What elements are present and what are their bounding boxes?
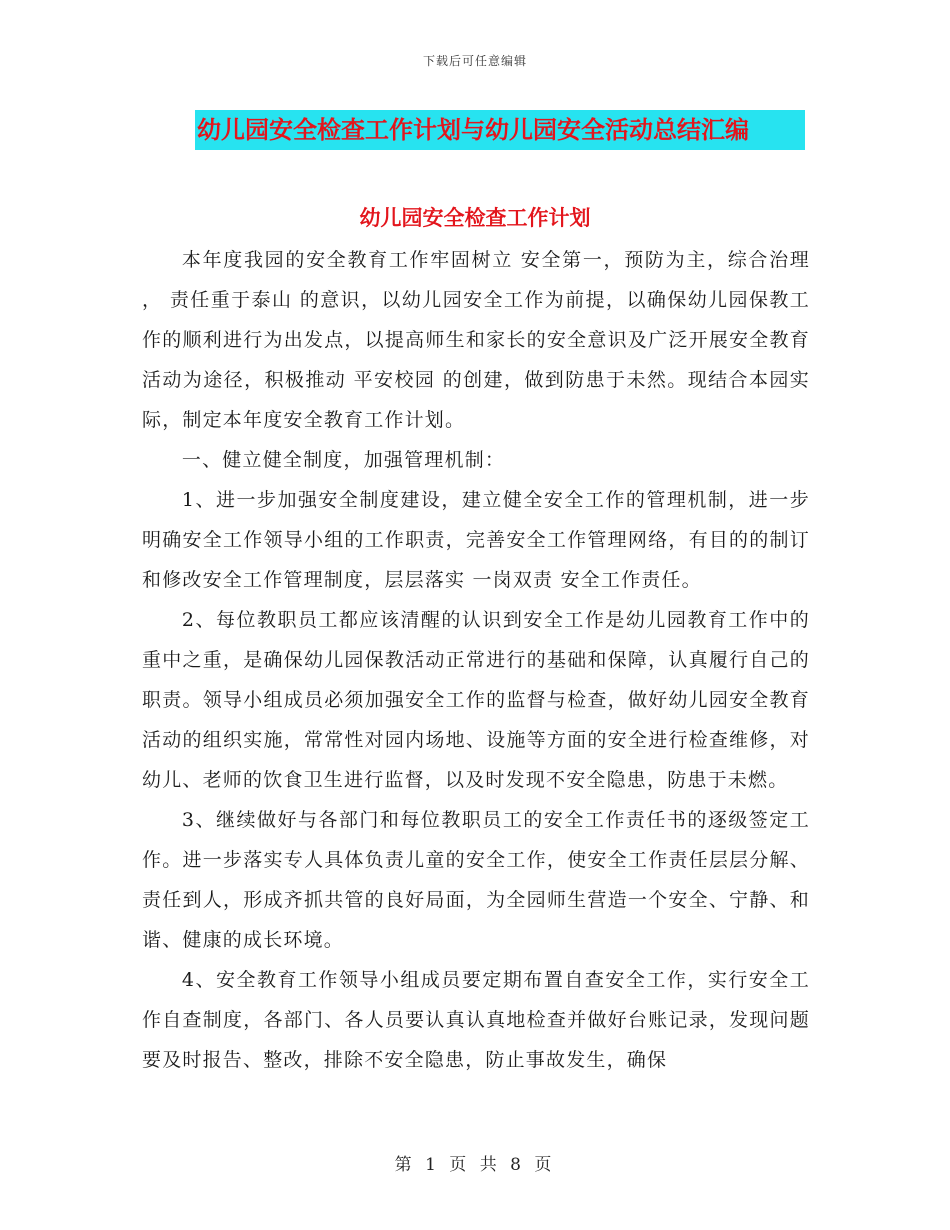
document-body	[142, 240, 810, 1080]
header-note: 下载后可任意编辑	[422, 54, 527, 68]
paragraph-intro: 本年度我园的安全教育工作牢固树立 安全第一，预防为主，综合治理 ， 责任重于泰山 的意识，以幼儿园安全工作为前提，以确保幼儿园保教工作的顺利进行为出发点，以提高师生和家长的安全意识及广泛开展安全教育活动为途径，积极推动 平安校园 的创建，做到防患于未然。现结合本园实际，制定本年度安全教育工作计划。	[142, 249, 810, 431]
section-title: 幼儿园安全检查工作计划	[359, 205, 591, 230]
page-number: 第 1 页 共 8 页	[394, 1155, 556, 1175]
paragraph-item-2: 2、每位教职员工都应该清醒的认识到安全工作是幼儿园教育工作中的重中之重，是确保幼儿园保教活动正常进行的基础和保障，认真履行自己的职责。领导小组成员必须加强安全工作的监督与检查，做好幼儿园安全教育活动的组织实施，常常性对园内场地、设施等方面的安全进行检查维修，对幼儿、老师的饮食卫生进行监督，以及时发现不安全隐患，防患于未燃。	[142, 609, 810, 791]
paragraph-heading-1: 一、健立健全制度，加强管理机制：	[181, 449, 506, 471]
main-title: 幼儿园安全检查工作计划与幼儿园安全活动总结汇编	[197, 115, 749, 144]
paragraph-item-4: 4、安全教育工作领导小组成员要定期布置自查安全工作，实行安全工作自查制度，各部门、各人员要认真认真地检查并做好台账记录，发现问题要及时报告、整改，排除不安全隐患，防止事故发生，确保	[142, 969, 810, 1071]
main-title-highlight	[195, 110, 805, 150]
paragraph-item-3: 3、继续做好与各部门和每位教职员工的安全工作责任书的逐级签定工作。进一步落实专人具体负责儿童的安全工作，使安全工作责任层层分解、责任到人，形成齐抓共管的良好局面，为全园师生营造一个安全、宁静、和谐、健康的成长环境。	[142, 809, 810, 951]
paragraph-item-1: 1、进一步加强安全制度建设，建立健全安全工作的管理机制，进一步明确安全工作领导小组的工作职责，完善安全工作管理网络，有目的的制订和修改安全工作管理制度，层层落实 一岗双责 安全工作责任。	[142, 489, 810, 591]
